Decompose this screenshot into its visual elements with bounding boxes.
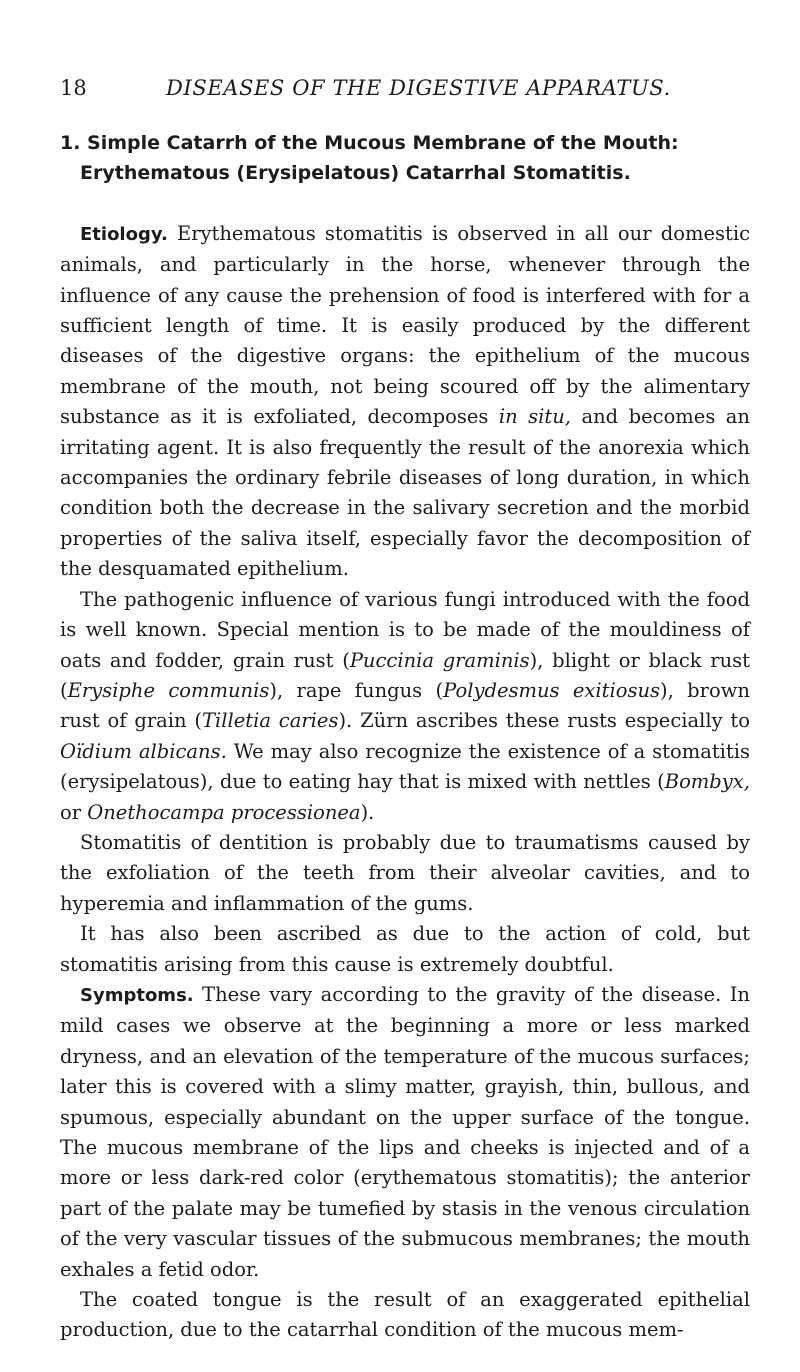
text-span: ), rape fungus ( [269,678,444,702]
text-span: and becomes an irritating agent. It is also frequently the result of the anorexia which accompanies the ordinary febrile diseases of long duration, in which condition both the decrease in the salivary secretion and the morbid properties of the saliva itself, especially favor the decomposition of the desquamated epithelium. [60,405,750,581]
section-heading-line-1: 1. Simple Catarrh of the Mucous Membrane of the Mouth: [60,132,679,154]
italic-term: Polydesmus exitiosus [443,678,661,702]
italic-term: Erysiphe communis [67,678,270,702]
paragraph-coated-tongue: The coated tongue is the result of an exaggerated epithelial production, due to the catarrhal condition of the mucous mem- [60,1288,750,1342]
page-header [60,76,750,108]
text-span: ). Zürn ascribes these rusts especially to [338,709,750,733]
text-span: We may also recognize the existence of a stomatitis (erysipelatous), due to eating hay that is mixed with nettles ( [60,739,750,794]
paragraph-symptoms [60,980,750,1285]
paragraph-etiology [60,219,750,585]
italic-term: Tilletia caries [202,709,339,733]
italic-term: Onethocampa processionea [87,800,361,824]
text-span: The pathogenic influence of various fungi introduced with the food is well known. Special mention is to be made of the mouldiness of oats and fodder, grain rust ( [60,587,750,672]
text-span: ), brown rust of grain ( [60,678,750,733]
text-span: ), blight or black rust ( [60,648,751,702]
paragraph-cold: It has also been ascribed as due to the action of cold, but stomatitis arising from this cause is extremely doubtful. [60,922,750,976]
italic-term: Oïdium albicans. [60,739,227,763]
text-span: Erythematous stomatitis is observed in all our domestic animals, and particularly in the horse, whenever through the influence of any cause the prehension of food is interfered with for a sufficient length of time. It is easily produced by the different diseases of the digestive organs: the epithelium of the mucous membrane of the mouth, not being scoured off by the alimentary substance as it is exfoliated, decomposes [60,221,750,429]
runin-heading-etiology: Etiology. [80,223,168,245]
italic-term: in situ, [498,405,572,429]
text-span: or [60,800,88,824]
page-number: 18 [60,76,87,100]
italic-term: Bombyx, [664,770,750,794]
section-heading [60,128,750,189]
paragraph-fungi [60,585,750,828]
paragraph-dentition: Stomatitis of dentition is probably due to traumatisms caused by the exfoliation of the teeth from their alveolar cavities, and to hyperemia and inflammation of the gums. [60,830,750,915]
italic-term: Puccinia graminis [349,648,530,672]
section-heading-line-2: Erythematous (Erysipelatous) Catarrhal Stomatitis. [80,162,631,185]
runin-heading-symptoms: Symptoms. [80,984,194,1006]
heading-spacer [60,189,750,219]
page-body [60,128,750,1346]
running-head: DISEASES OF THE DIGESTIVE APPARATUS. [166,76,671,100]
text-span: These vary according to the gravity of the disease. In mild cases we observe at the beginning a more or less marked dryness, and an elevation of the temperature of the mucous surfaces; later this is covered with a slimy matter, grayish, thin, bullous, and spumous, especially abundant on the upper surface of the tongue. The mucous membrane of the lips and cheeks is injected and of a more or less dark-red color (erythematous stomatitis); the anterior part of the palate may be tumefied by stasis in the venous circulation of the very vascular tissues of the submucous membranes; the mouth exhales a fetid odor. [60,982,750,1281]
text-span: ). [360,800,375,824]
